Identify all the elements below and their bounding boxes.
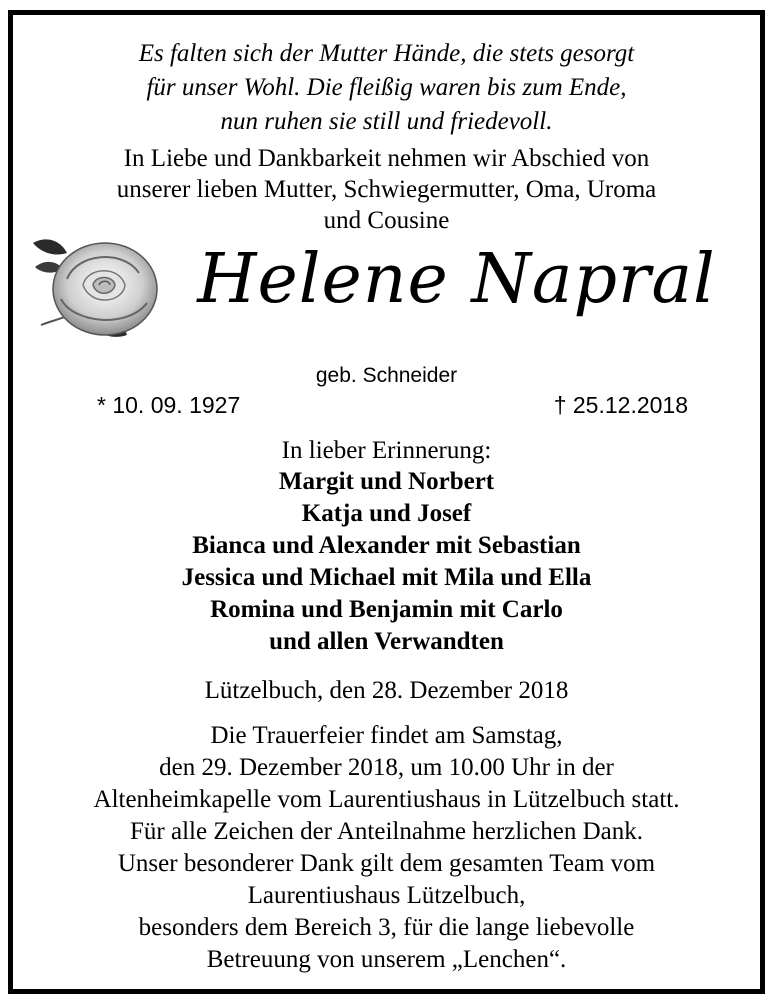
service-line: Laurentiushaus Lützelbuch, [247,882,526,909]
mourner-line: Katja und Josef [301,500,472,527]
poem-line: für unser Wohl. Die fleißig waren bis zum Ende, [146,74,627,101]
poem [13,37,760,139]
memory-heading: In lieber Erinnerung: [281,437,492,464]
poem-line: nun ruhen sie still und friedevoll. [220,108,553,135]
rose-icon [27,223,161,347]
service-line: Altenheimkapelle vom Laurentiushaus in Lützelbuch statt. [93,786,680,813]
intro-line: und Cousine [323,207,450,234]
deceased-name: Helene Napral [197,240,716,319]
service-line: besonders dem Bereich 3, für die lange liebevolle [138,914,635,941]
service-line: Betreuung von unserem „Lenchen“. [206,946,567,973]
intro-line: In Liebe und Dankbarkeit nehmen wir Abschied von [123,145,650,172]
obituary-frame [8,10,765,994]
death-date: † 25.12.2018 [553,392,688,418]
poem-line: Es falten sich der Mutter Hände, die stets gesorgt [138,40,635,67]
intro-line: unserer lieben Mutter, Schwiegermutter, Oma, Uroma [116,176,657,203]
mourner-line: Romina und Benjamin mit Carlo [210,596,563,623]
mourners-list [13,466,760,658]
mourner-line: Margit und Norbert [278,468,495,495]
service-line: Für alle Zeichen der Anteilnahme herzlichen Dank. [130,818,643,845]
service-line: den 29. Dezember 2018, um 10.00 Uhr in der [159,754,614,781]
service-line: Die Trauerfeier findet am Samstag, [210,722,563,749]
mourner-line: Jessica und Michael mit Mila und Ella [181,564,592,591]
life-dates [13,390,760,420]
mourner-line: und allen Verwandten [269,628,504,655]
mourner-line: Bianca und Alexander mit Sebastian [192,532,581,559]
service-line: Unser besonderer Dank gilt dem gesamten Team vom [117,850,656,877]
service-info [13,720,760,976]
birth-date: * 10. 09. 1927 [97,392,241,418]
place-date: Lützelbuch, den 28. Dezember 2018 [204,677,569,704]
maiden-name: geb. Schneider [315,364,458,387]
